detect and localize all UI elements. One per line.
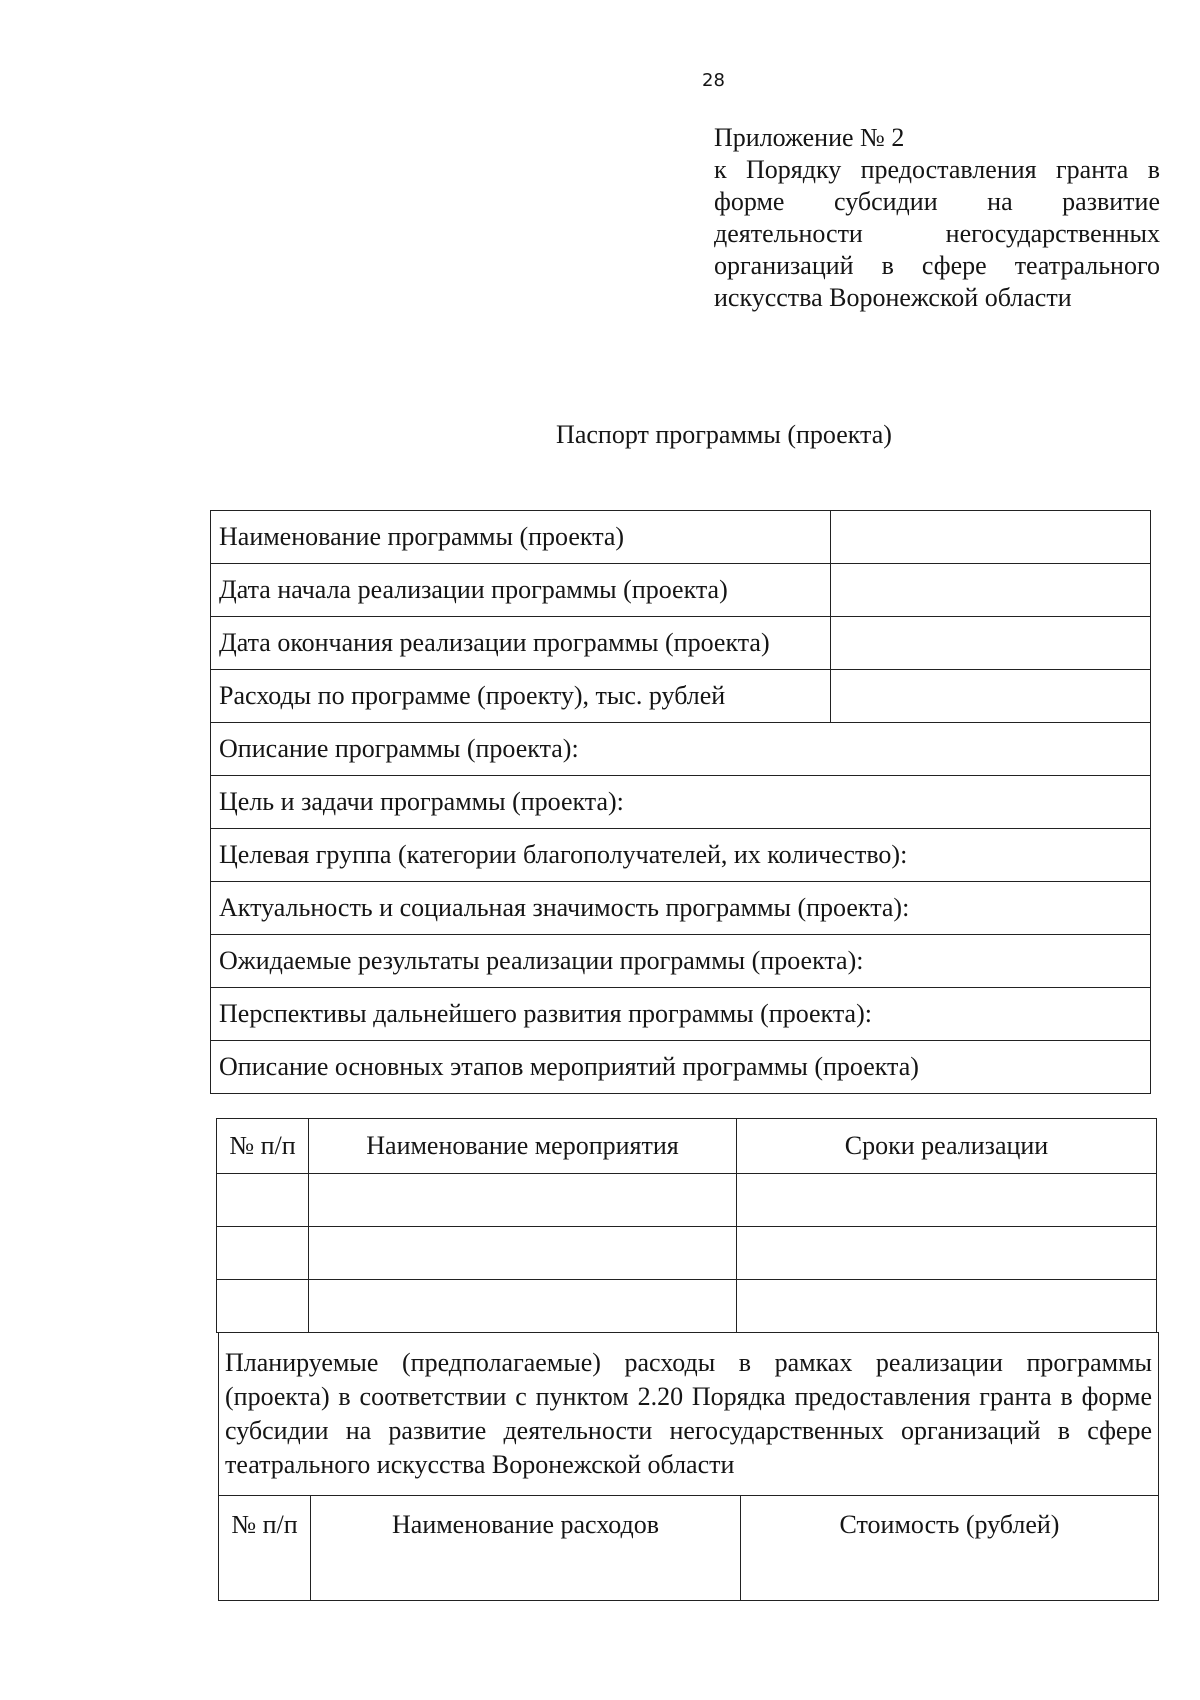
row-goals: Цель и задачи программы (проекта): [211, 776, 1151, 829]
header-deadlines: Сроки реализации [737, 1119, 1157, 1174]
table-cell[interactable] [309, 1227, 737, 1280]
table-cell[interactable] [737, 1174, 1157, 1227]
table-cell[interactable] [737, 1280, 1157, 1333]
table-cell[interactable] [309, 1174, 737, 1227]
row-expected-results: Ожидаемые результаты реализации программы (проекта): [211, 935, 1151, 988]
document-title-wrap [0, 420, 1200, 450]
header-event-name: Наименование мероприятия [309, 1119, 737, 1174]
appendix-header [714, 122, 1160, 314]
value-cell-expenses[interactable] [831, 670, 1151, 723]
table-row [211, 882, 1151, 935]
table-row [211, 1041, 1151, 1094]
value-cell-start-date[interactable] [831, 564, 1151, 617]
value-cell-end-date[interactable] [831, 617, 1151, 670]
table-row [211, 564, 1151, 617]
table-row [211, 829, 1151, 882]
table-row [217, 1280, 1157, 1333]
table-row [219, 1333, 1159, 1496]
header-number: № п/п [217, 1119, 309, 1174]
table-row [211, 511, 1151, 564]
table-row [211, 776, 1151, 829]
header-cost-name: Наименование расходов [311, 1496, 741, 1601]
appendix-number: Приложение № 2 [714, 123, 905, 152]
row-label-program-name: Наименование программы (проекта) [211, 511, 831, 564]
table-row [211, 723, 1151, 776]
row-target-group: Целевая группа (категории благополучателей, их количество): [211, 829, 1151, 882]
row-description: Описание программы (проекта): [211, 723, 1151, 776]
table-cell[interactable] [217, 1227, 309, 1280]
costs-table [218, 1332, 1159, 1601]
events-table [216, 1118, 1157, 1333]
row-label-start-date: Дата начала реализации программы (проекта) [211, 564, 831, 617]
table-row [217, 1174, 1157, 1227]
header-number: № п/п [219, 1496, 311, 1601]
row-label-end-date: Дата окончания реализации программы (проекта) [211, 617, 831, 670]
table-row [211, 935, 1151, 988]
table-header-row [217, 1119, 1157, 1174]
table-row [217, 1227, 1157, 1280]
row-relevance: Актуальность и социальная значимость программы (проекта): [211, 882, 1151, 935]
value-cell-program-name[interactable] [831, 511, 1151, 564]
document-title: Паспорт программы (проекта) [556, 420, 892, 449]
table-row [211, 988, 1151, 1041]
row-stages: Описание основных этапов мероприятий программы (проекта) [211, 1041, 1151, 1094]
header-cost-amount: Стоимость (рублей) [741, 1496, 1159, 1601]
table-cell[interactable] [309, 1280, 737, 1333]
table-row [211, 670, 1151, 723]
passport-table [210, 510, 1151, 1094]
table-row [211, 617, 1151, 670]
appendix-description: к Порядку предоставления гранта в форме субсидии на развитие деятельности негосударственных организаций в сфере театрального искусства Воронежской области [714, 155, 1160, 312]
table-cell[interactable] [217, 1174, 309, 1227]
page-number: 28 [702, 70, 725, 91]
row-label-expenses: Расходы по программе (проекту), тыс. рублей [211, 670, 831, 723]
table-cell[interactable] [217, 1280, 309, 1333]
table-header-row [219, 1496, 1159, 1601]
table-cell[interactable] [737, 1227, 1157, 1280]
row-prospects: Перспективы дальнейшего развития программы (проекта): [211, 988, 1151, 1041]
costs-description: Планируемые (предполагаемые) расходы в рамках реализации программы (проекта) в соответствии с пунктом 2.20 Порядка предоставления гранта в форме субсидии на развитие деятельности негосударственных организаций в сфере театрального искусства Воронежской области [219, 1333, 1159, 1496]
